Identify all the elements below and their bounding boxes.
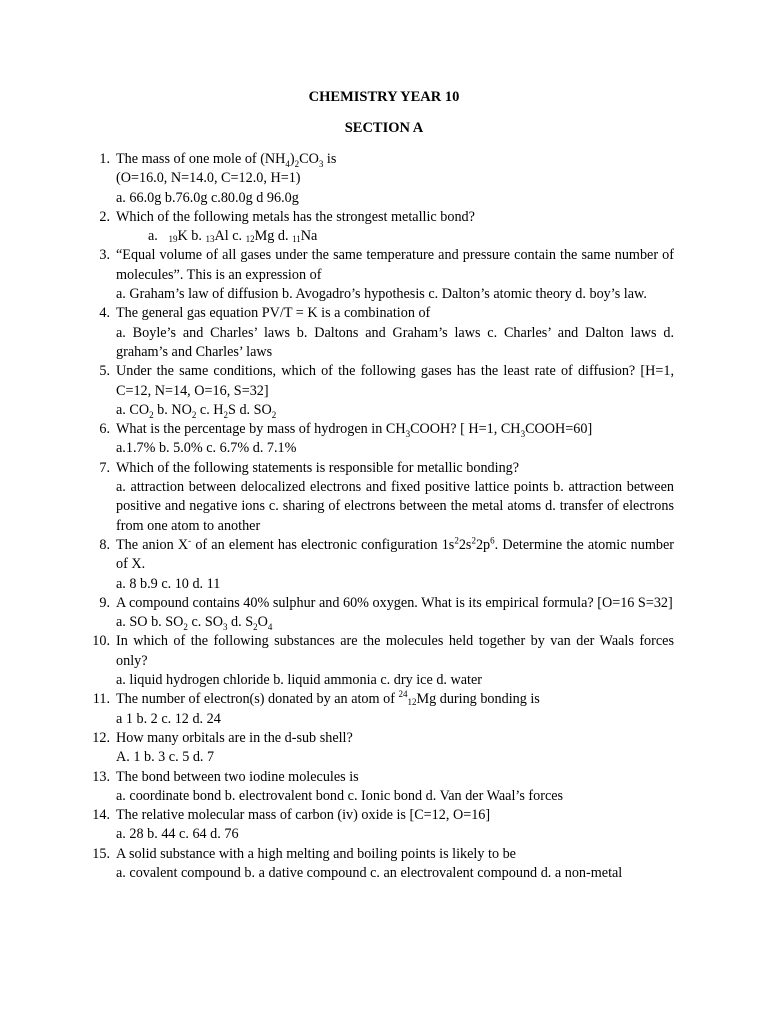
option-text: O — [257, 614, 268, 631]
superscript: - — [188, 535, 192, 546]
question-options: a. coordinate bond b. electrovalent bond c. Ionic bond d. Van der Waal’s forces — [116, 787, 564, 804]
question-text: Which of the following metals has the strongest metallic bond? — [116, 208, 475, 225]
option-text: K b. — [177, 228, 206, 245]
question-options: a.1.7% b. 5.0% c. 6.7% d. 7.1% — [116, 440, 297, 457]
question-text: A solid substance with a high melting and boiling points is likely to be — [116, 845, 516, 862]
question-text: A compound contains 40% sulphur and 60% oxygen. What is its empirical formula? [O=16 S=32] — [116, 594, 673, 611]
question-options: a. 66.0g b.76.0g c.80.0g d 96.0g — [116, 189, 299, 206]
question-number: 15. — [92, 845, 110, 862]
text-part: Mg during bonding is — [416, 691, 540, 708]
atomic-number: 12 — [245, 234, 255, 245]
atomic-number: 12 — [407, 697, 417, 708]
question-text: In which of the following substances are the molecules held together by van der Waals forces only? — [116, 633, 674, 669]
question-6 — [90, 420, 674, 459]
question-number: 3. — [99, 247, 110, 264]
option-text: Na — [300, 228, 318, 245]
text-part: is — [323, 151, 337, 167]
question-number: 6. — [99, 421, 110, 438]
question-1 — [90, 150, 674, 208]
text-part: CO — [299, 151, 319, 167]
question-number: 8. — [99, 536, 110, 553]
question-number: 4. — [99, 305, 110, 322]
option-text: a. CO — [116, 401, 150, 418]
subscript: 2 — [191, 409, 197, 420]
text-part: What is the percentage by mass of hydrogen in CH — [116, 421, 406, 438]
question-text — [116, 150, 674, 169]
subscript: 2 — [149, 409, 154, 420]
question-text: The bond between two iodine molecules is — [116, 768, 359, 785]
option-text: Al c. — [214, 228, 246, 245]
question-number: 9. — [99, 594, 110, 611]
text-part: 2p — [475, 536, 491, 553]
question-12 — [90, 729, 674, 768]
question-options: a. 28 b. 44 c. 64 d. 76 — [116, 826, 239, 843]
text-part: The number of electron(s) donated by an atom of — [116, 691, 399, 708]
question-number: 13. — [92, 768, 110, 785]
option-text: c. SO — [187, 614, 223, 631]
question-options: a. attraction between delocalized electrons and fixed positive lattice points b. attraction between positive and negative ions c. sharing of electrons between the metal atoms d. transfer of electrons from one atom to another — [116, 479, 674, 534]
option-text: c. H — [196, 401, 224, 418]
question-options: a. covalent compound b. a dative compound c. an electrovalent compound d. a non-metal — [116, 864, 623, 881]
question-list — [90, 150, 674, 883]
text-part: COOH=60] — [525, 421, 593, 438]
question-5 — [90, 362, 674, 420]
question-4 — [90, 304, 674, 362]
subscript: 2 — [253, 621, 258, 632]
question-2 — [90, 208, 674, 247]
question-text: How many orbitals are in the d-sub shell? — [116, 729, 353, 746]
question-text: “Equal volume of all gases under the same temperature and pressure contain the same number of molecules”. This is an expression of — [116, 247, 674, 283]
question-options: a. Boyle’s and Charles’ laws b. Daltons and Graham’s laws c. Charles’ and Dalton laws d. graham’s and Charles’ laws — [116, 324, 674, 360]
text-part: The mass of one mole of (NH — [116, 151, 286, 167]
subscript: 3 — [520, 428, 526, 439]
question-options — [116, 227, 674, 246]
question-number: 10. — [92, 633, 110, 650]
superscript: 2 — [454, 535, 459, 546]
question-7 — [90, 459, 674, 536]
question-options: a. Graham’s law of diffusion b. Avogadro’s hypothesis c. Dalton’s atomic theory d. boy’s law. — [116, 286, 647, 303]
text-part: 2s — [458, 536, 472, 553]
subscript: 3 — [222, 621, 228, 632]
option-text: Mg d. — [254, 228, 293, 245]
question-text — [116, 690, 674, 709]
question-number: 12. — [92, 729, 110, 746]
question-text — [116, 536, 674, 575]
option-label: a. — [148, 228, 158, 245]
mass-number: 24 — [398, 689, 408, 700]
text-part: The anion X — [116, 536, 189, 553]
question-number: 5. — [99, 363, 110, 380]
question-text — [116, 420, 674, 439]
option-text: b. NO — [153, 401, 192, 418]
atomic-number: 11 — [292, 234, 301, 245]
question-9 — [90, 594, 674, 633]
text-part: . Determine the atomic number of X. — [116, 536, 675, 573]
question-options — [116, 401, 674, 420]
question-options: a 1 b. 2 c. 12 d. 24 — [116, 710, 221, 727]
atomic-number: 13 — [205, 234, 215, 245]
subscript: 4 — [267, 621, 273, 632]
question-10 — [90, 632, 674, 690]
question-options: a. liquid hydrogen chloride b. liquid ammonia c. dry ice d. water — [116, 672, 483, 689]
text-part: COOH? [ H=1, CH — [410, 421, 521, 438]
question-options: A. 1 b. 3 c. 5 d. 7 — [116, 749, 215, 766]
question-text: The relative molecular mass of carbon (iv) oxide is [C=12, O=16] — [116, 807, 491, 824]
subscript: 2 — [271, 409, 277, 420]
superscript: 2 — [471, 535, 476, 546]
question-options: a. 8 b.9 c. 10 d. 11 — [116, 575, 221, 592]
subscript: 3 — [318, 158, 324, 169]
question-text: The general gas equation PV/T = K is a combination of — [116, 305, 431, 322]
option-text: a. SO b. SO — [116, 614, 184, 631]
subscript: 3 — [405, 428, 411, 439]
question-number: 11. — [92, 691, 110, 708]
subscript: 2 — [183, 621, 188, 632]
question-number: 7. — [99, 459, 110, 476]
question-13 — [90, 768, 674, 807]
question-3 — [90, 246, 674, 304]
question-number: 2. — [99, 208, 110, 225]
superscript: 6 — [490, 535, 495, 546]
document-title: CHEMISTRY YEAR 10 — [308, 89, 460, 105]
subscript: 2 — [294, 158, 300, 169]
question-text: Under the same conditions, which of the following gases has the least rate of diffusion? [H=1, C=12, N=14, O=16, S=32] — [116, 363, 674, 399]
subscript: 2 — [223, 409, 229, 420]
question-15 — [90, 845, 674, 884]
question-number: 1. — [99, 151, 110, 167]
question-options — [116, 613, 674, 632]
section-heading: SECTION A — [344, 120, 424, 136]
question-number: 14. — [92, 807, 110, 824]
subscript: 4 — [285, 158, 290, 169]
option-text: S d. SO — [228, 401, 272, 418]
question-11 — [90, 690, 674, 729]
atomic-number: 19 — [168, 234, 178, 245]
option-text: d. S — [227, 614, 254, 631]
question-14 — [90, 806, 674, 845]
text-part: of an element has electronic configuration 1s — [191, 536, 455, 553]
question-data: (O=16.0, N=14.0, C=12.0, H=1) — [116, 170, 301, 187]
text-part: ) — [289, 151, 295, 167]
question-8 — [90, 536, 674, 594]
question-text: Which of the following statements is responsible for metallic bonding? — [116, 459, 520, 476]
